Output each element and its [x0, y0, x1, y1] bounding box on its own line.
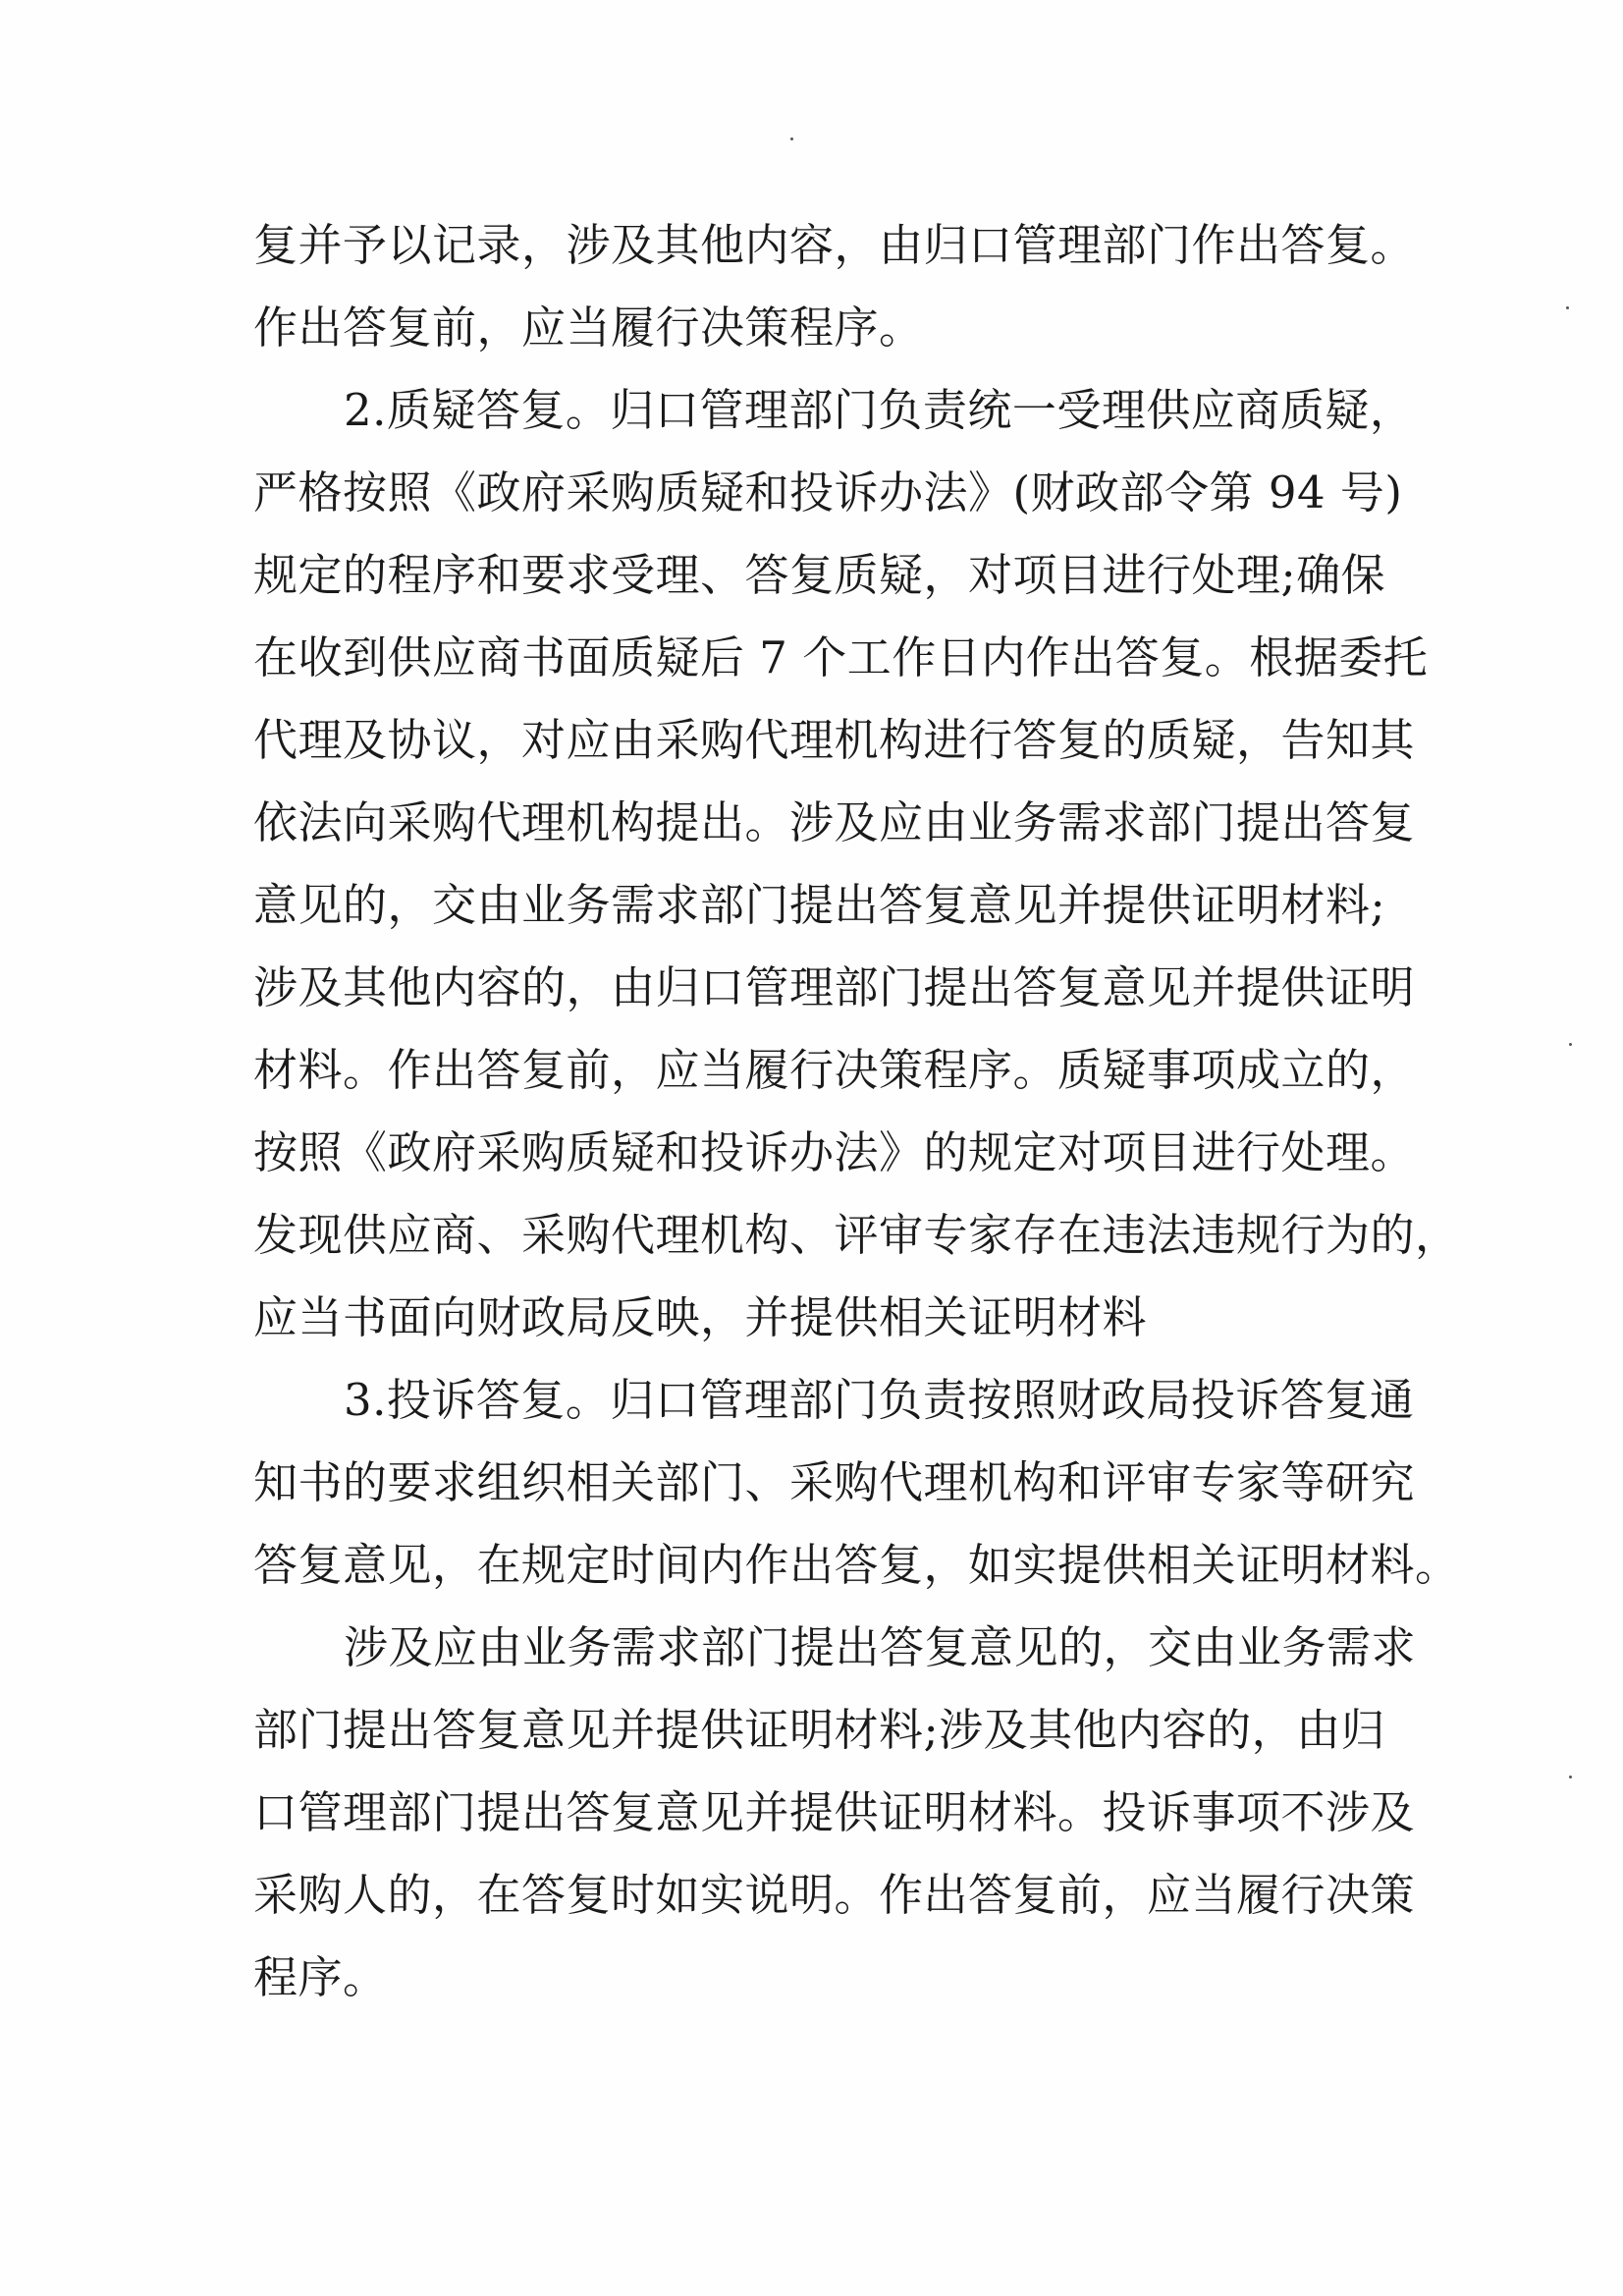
scan-speck	[1569, 1776, 1572, 1778]
text-line: 部门提出答复意见并提供证明材料;涉及其他内容的，由归	[253, 1704, 1386, 1756]
text-line: 意见的，交由业务需求部门提出答复意见并提供证明材料;	[253, 879, 1386, 931]
text-line: 发现供应商、采购代理机构、评审专家存在违法违规行为的，	[253, 1209, 1460, 1261]
text-line: 知书的要求组织相关部门、采购代理机构和评审专家等研究	[253, 1456, 1416, 1508]
text-line: 作出答复前，应当履行决策程序。	[253, 301, 924, 354]
text-line: 依法向采购代理机构提出。涉及应由业务需求部门提出答复	[253, 796, 1416, 848]
text-line: 答复意见，在规定时间内作出答复，如实提供相关证明材料。	[253, 1539, 1460, 1591]
text-line: 代理及协议，对应由采购代理机构进行答复的质疑，告知其	[253, 714, 1416, 766]
text-line: 严格按照《政府采购质疑和投诉办法》(财政部令第 94 号)	[253, 466, 1403, 519]
text-line: 规定的程序和要求受理、答复质疑，对项目进行处理;确保	[253, 549, 1386, 601]
text-line: 应当书面向财政局反映，并提供相关证明材料	[253, 1291, 1148, 1343]
body-text	[253, 204, 1460, 2019]
text-line: 按照《政府采购质疑和投诉办法》的规定对项目进行处理。	[253, 1126, 1416, 1178]
scan-speck	[790, 137, 793, 140]
paragraph-start-line: 涉及应由业务需求部门提出答复意见的，交由业务需求	[344, 1621, 1417, 1673]
text-line: 材料。作出答复前，应当履行决策程序。质疑事项成立的，	[253, 1044, 1416, 1096]
text-line: 在收到供应商书面质疑后 7 个工作日内作出答复。根据委托	[253, 631, 1429, 683]
text-line: 口管理部门提出答复意见并提供证明材料。投诉事项不涉及	[253, 1786, 1416, 1838]
text-line: 程序。	[253, 1951, 388, 2003]
scan-speck	[1569, 1043, 1572, 1046]
paragraph-heading-line: 2.质疑答复。归口管理部门负责统一受理供应商质疑，	[344, 384, 1415, 436]
text-line: 涉及其他内容的，由归口管理部门提出答复意见并提供证明	[253, 961, 1416, 1013]
paragraph-heading-line: 3.投诉答复。归口管理部门负责按照财政局投诉答复通	[344, 1374, 1415, 1426]
text-line: 复并予以记录，涉及其他内容，由归口管理部门作出答复。	[253, 219, 1416, 271]
scan-speck	[1566, 306, 1569, 309]
text-line: 采购人的，在答复时如实说明。作出答复前，应当履行决策	[253, 1869, 1416, 1921]
